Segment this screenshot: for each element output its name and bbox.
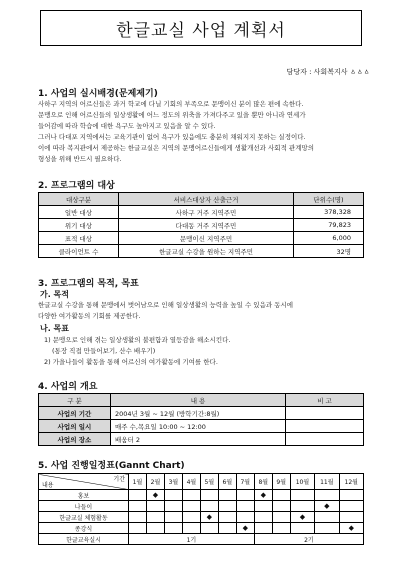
gantt-cell [164, 490, 182, 501]
gantt-month-header: 2월 [146, 474, 164, 490]
gantt-corner-period: 기간 [113, 476, 125, 483]
section-1-line: 형성을 위해 반드시 필요하다. [38, 155, 122, 163]
gantt-cell [272, 501, 290, 512]
gantt-cell [146, 490, 164, 501]
gantt-cell [146, 501, 164, 512]
gantt-cell [129, 501, 147, 512]
gantt-cell [290, 512, 314, 523]
gantt-cell [254, 512, 272, 523]
gantt-task-label: 종강식 [39, 523, 129, 534]
table-row [39, 407, 364, 420]
target-header: 단위수(명) [294, 193, 364, 206]
overview-label: 사업의 장소 [39, 433, 111, 446]
manager-line: 담당자 : 사회복지사 ㅿㅿㅿ [286, 68, 370, 76]
gantt-marker: ◆ [242, 524, 248, 532]
gantt-cell [218, 490, 236, 501]
gantt-cell [272, 512, 290, 523]
gantt-month-header: 4월 [182, 474, 200, 490]
gantt-marker: ◆ [260, 491, 266, 499]
gantt-cell [182, 523, 200, 534]
gantt-table [38, 473, 364, 545]
gantt-cell [236, 501, 254, 512]
gantt-corner-content: 내용 [42, 482, 54, 489]
purpose-line: 다양한 여가활동의 기회를 제공한다. [38, 312, 141, 320]
gantt-month-header: 6월 [218, 474, 236, 490]
gantt-month-header: 8월 [254, 474, 272, 490]
goal-line: 1) 문맹으로 인해 겪는 일상생활의 불편함과 열등감을 해소시킨다. [44, 336, 231, 344]
gantt-cell [236, 523, 254, 534]
gantt-corner-cell [39, 474, 129, 490]
section-4-title: 4. 사업의 개요 [38, 382, 98, 392]
section-2-title: 2. 프로그램의 대상 [38, 181, 115, 191]
purpose-title: 가. 목적 [40, 290, 70, 299]
overview-table [38, 393, 364, 446]
section-1-line: 문맹으로 인해 어르신들의 일상생활에 어느 정도의 위축을 가져다주고 있을 뿐만 아니라 연세가 [38, 111, 306, 119]
section-1-body [38, 99, 368, 165]
gantt-marker: ◆ [152, 491, 159, 499]
table-row [39, 420, 364, 433]
target-cell: 클라이언트 수 [39, 245, 119, 258]
table-row [39, 206, 364, 219]
overview-header: 구 분 [39, 394, 111, 407]
gantt-cell [164, 501, 182, 512]
gantt-month-header: 3월 [164, 474, 182, 490]
gantt-cell [200, 523, 218, 534]
overview-value: 2004년 3월 ~ 12월 (방학기간:8월) [111, 407, 286, 420]
target-cell: 6,000 [294, 232, 364, 245]
target-cell: 표적 대상 [39, 232, 119, 245]
gantt-cell [200, 501, 218, 512]
gantt-cell [129, 512, 147, 523]
section-1-line: 그러나 다대포 지역에서는 교육기관이 없어 욕구가 있음에도 충분히 채워지지 못하는 실정이다. [38, 133, 306, 141]
gantt-cell [236, 490, 254, 501]
overview-header: 비 고 [286, 394, 364, 407]
target-cell: 32명 [294, 245, 364, 258]
gantt-marker: ◆ [299, 513, 306, 521]
purpose-body [38, 300, 368, 322]
gantt-cell [290, 490, 314, 501]
target-cell: 사하구 거주 지역주민 [119, 206, 294, 219]
gantt-marker: ◆ [324, 502, 330, 510]
gantt-cell [254, 490, 272, 501]
overview-note [286, 407, 364, 420]
gantt-cell [339, 490, 363, 501]
gantt-cell [218, 501, 236, 512]
section-5-title: 5. 사업 진행일정표(Gannt Chart) [38, 461, 185, 471]
overview-note [286, 420, 364, 433]
gantt-month-header: 11월 [315, 474, 339, 490]
gantt-cell [272, 490, 290, 501]
goal-line: 2) 가을나들이 활동을 통해 어르신의 여가활동에 기여를 한다. [44, 358, 218, 366]
gantt-task-label: 한글교육실시 [39, 534, 129, 545]
table-row [39, 232, 364, 245]
gantt-cell [236, 512, 254, 523]
gantt-marker: ◆ [206, 513, 213, 521]
target-cell: 다대동 거주 지역주민 [119, 219, 294, 232]
overview-header: 내 용 [111, 394, 286, 407]
gantt-month-header: 7월 [236, 474, 254, 490]
purpose-line: 한글교실 수강을 통해 문맹에서 벗어남으로 인해 일상생활의 능력을 높일 수 있음과 동시에 [38, 301, 294, 309]
target-header: 대상구분 [39, 193, 119, 206]
table-row [39, 219, 364, 232]
gantt-cell [146, 512, 164, 523]
gantt-month-header: 9월 [272, 474, 290, 490]
gantt-cell [218, 512, 236, 523]
gantt-cell [182, 501, 200, 512]
goal-title: 나. 목표 [40, 324, 70, 333]
gantt-cell [339, 512, 363, 523]
gantt-cell [290, 523, 314, 534]
target-header: 서비스대상자 산출근거 [119, 193, 294, 206]
gantt-term-2: 2기 [254, 534, 363, 545]
gantt-cell [315, 512, 339, 523]
gantt-cell [164, 512, 182, 523]
gantt-cell [200, 512, 218, 523]
gantt-cell [339, 501, 363, 512]
target-cell: 79,823 [294, 219, 364, 232]
gantt-cell [254, 523, 272, 534]
gantt-term-1: 1기 [129, 534, 255, 545]
section-1-line: 이에 따라 복지관에서 제공하는 한글교실은 지역의 문맹어르신들에게 생활개선과 사회적 관계망의 [38, 144, 315, 152]
gantt-cell [129, 523, 147, 534]
table-row [39, 433, 364, 446]
gantt-cell [164, 523, 182, 534]
target-cell: 문맹이신 지역주민 [119, 232, 294, 245]
section-3-title: 3. 프로그램의 목적, 목표 [38, 279, 139, 289]
section-1-line: 사하구 지역의 어르신들은 과거 학교에 다닐 기회의 부족으로 문맹이신 분이 많은 편에 속한다. [38, 100, 304, 108]
gantt-marker: ◆ [348, 524, 354, 532]
gantt-month-header: 10월 [290, 474, 314, 490]
section-1-title: 1. 사업의 실시배경(문제제기) [38, 89, 158, 99]
gantt-cell [182, 512, 200, 523]
gantt-task-label: 나들이 [39, 501, 129, 512]
gantt-month-header: 12월 [339, 474, 363, 490]
gantt-cell [315, 490, 339, 501]
gantt-cell [254, 501, 272, 512]
goal-body [44, 335, 374, 368]
gantt-task-label: 홍보 [39, 490, 129, 501]
gantt-row [39, 523, 364, 534]
gantt-row [39, 534, 364, 545]
gantt-cell [200, 490, 218, 501]
gantt-cell [129, 490, 147, 501]
section-1-line: 들어감에 따라 학습에 대한 욕구도 높아지고 있음을 알 수 있다. [38, 122, 216, 130]
gantt-task-label: 한글교실 체험활동 [39, 512, 129, 523]
target-cell: 위기 대상 [39, 219, 119, 232]
target-table [38, 192, 364, 258]
gantt-month-header: 1월 [129, 474, 147, 490]
gantt-month-header: 5월 [200, 474, 218, 490]
gantt-cell [218, 523, 236, 534]
gantt-cell [272, 523, 290, 534]
document-title: 한글교실 사업 계획서 [40, 10, 362, 46]
target-cell: 한글교실 수강을 원하는 지역주민 [119, 245, 294, 258]
gantt-row [39, 501, 364, 512]
target-cell: 일반 대상 [39, 206, 119, 219]
gantt-cell [339, 523, 363, 534]
goal-line: (통장 직접 만들어보기, 산수 배우기) [52, 347, 156, 355]
gantt-cell [315, 523, 339, 534]
target-cell: 378,328 [294, 206, 364, 219]
overview-value: 배움터 2 [111, 433, 286, 446]
overview-label: 사업의 일시 [39, 420, 111, 433]
gantt-cell [315, 501, 339, 512]
gantt-cell [146, 523, 164, 534]
overview-value: 매주 수,목요일 10:00 ~ 12:00 [111, 420, 286, 433]
table-row [39, 245, 364, 258]
overview-label: 사업의 기간 [39, 407, 111, 420]
overview-note [286, 433, 364, 446]
gantt-cell [290, 501, 314, 512]
gantt-row [39, 490, 364, 501]
gantt-cell [182, 490, 200, 501]
gantt-row [39, 512, 364, 523]
